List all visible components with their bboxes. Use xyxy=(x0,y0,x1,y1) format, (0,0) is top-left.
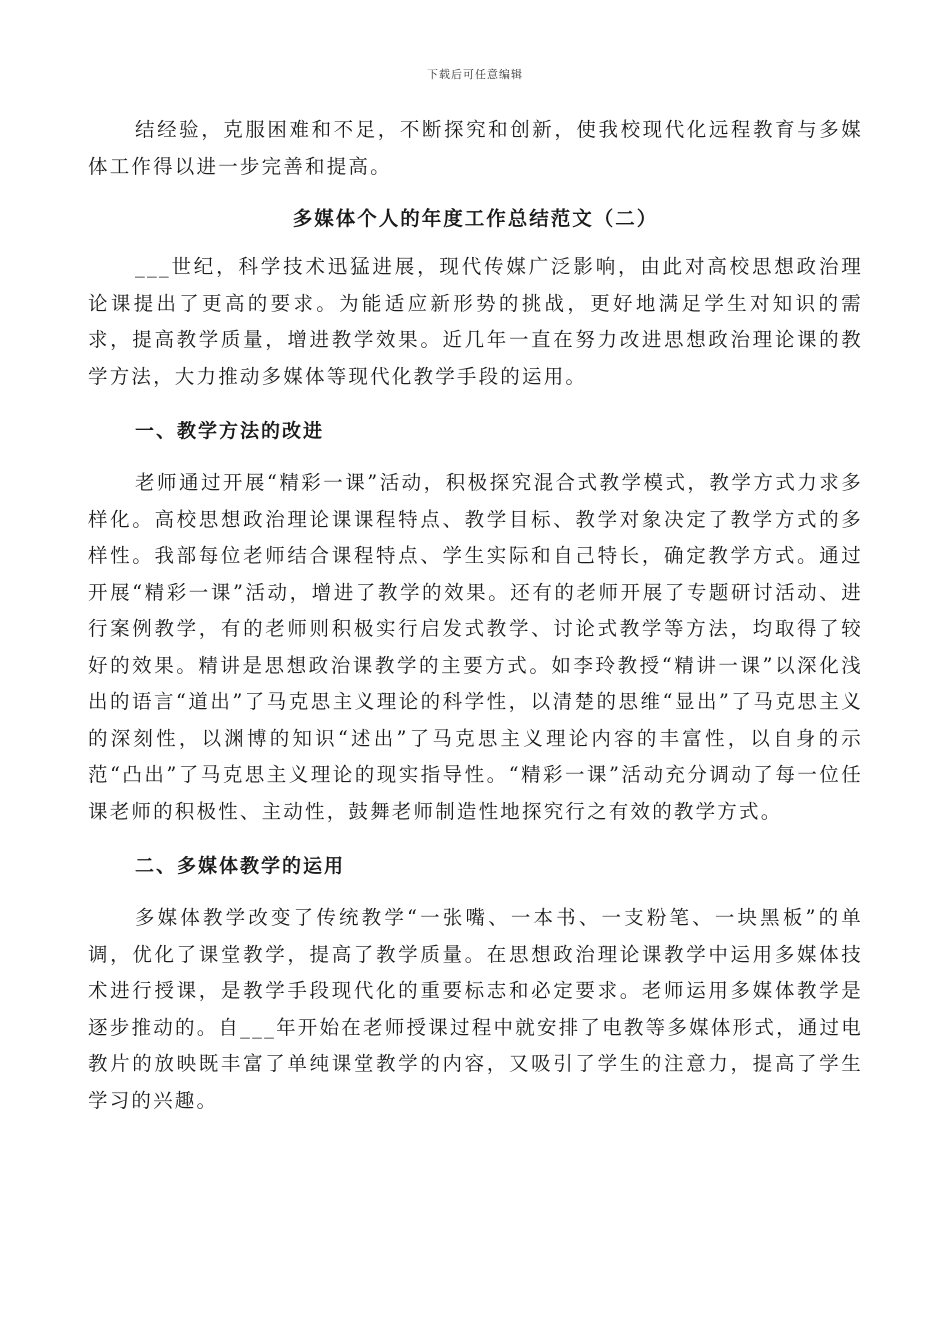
document-title: 多媒体个人的年度工作总结范文（二） xyxy=(292,207,659,230)
paragraph-1: ___世纪，科学技术迅猛进展，现代传媒广泛影响，由此对高校思想政治理论课提出了更高的要求。为能适应新形势的挑战，更好地满足学生对知识的需求，提高教学质量，增进教学效果。近几年一直在努力改进思想政治理论课的教学方法，大力推动多媒体等现代化教学手段的运用。 xyxy=(88,255,863,388)
section-1-paragraph: 老师通过开展“精彩一课”活动，积极探究混合式教学模式，教学方式力求多样化。高校思想政治理论课课程特点、教学目标、教学对象决定了教学方式的多样性。我部每位老师结合课程特点、学生实际和自己特长，确定教学方式。通过开展“精彩一课”活动，增进了教学的效果。还有的老师开展了专题研讨活动、进行案例教学，有的老师则积极实行启发式教学、讨论式教学等方法，均取得了较好的效果。精讲是思想政治课教学的主要方式。如李玲教授“精讲一课”以深化浅出的语言“道出”了马克思主义理论的科学性，以清楚的思维“显出”了马克思主义的深刻性，以渊博的知识“述出”了马克思主义理论内容的丰富性，以自身的示范“凸出”了马克思主义理论的现实指导性。“精彩一课”活动充分调动了每一位任课老师的积极性、主动性，鼓舞老师制造性地探究行之有效的教学方式。 xyxy=(88,471,863,823)
intro-paragraph: 结经验，克服困难和不足，不断探究和创新，使我校现代化远程教育与多媒体工作得以进一步完善和提高。 xyxy=(88,118,863,178)
section-2-paragraph: 多媒体教学改变了传统教学“一张嘴、一本书、一支粉笔、一块黑板”的单调，优化了课堂教学，提高了教学质量。在思想政治理论课教学中运用多媒体技术进行授课，是教学手段现代化的重要标志和必定要求。老师运用多媒体教学是逐步推动的。自___年开始在老师授课过程中就安排了电教等多媒体形式，通过电教片的放映既丰富了单纯课堂教学的内容，又吸引了学生的注意力，提高了学生学习的兴趣。 xyxy=(88,906,863,1112)
page-header-note: 下载后可任意编辑 xyxy=(427,68,523,81)
section-2-heading: 二、多媒体教学的运用 xyxy=(135,855,346,877)
section-1-heading: 一、教学方法的改进 xyxy=(135,420,325,442)
document-body xyxy=(88,112,863,1119)
